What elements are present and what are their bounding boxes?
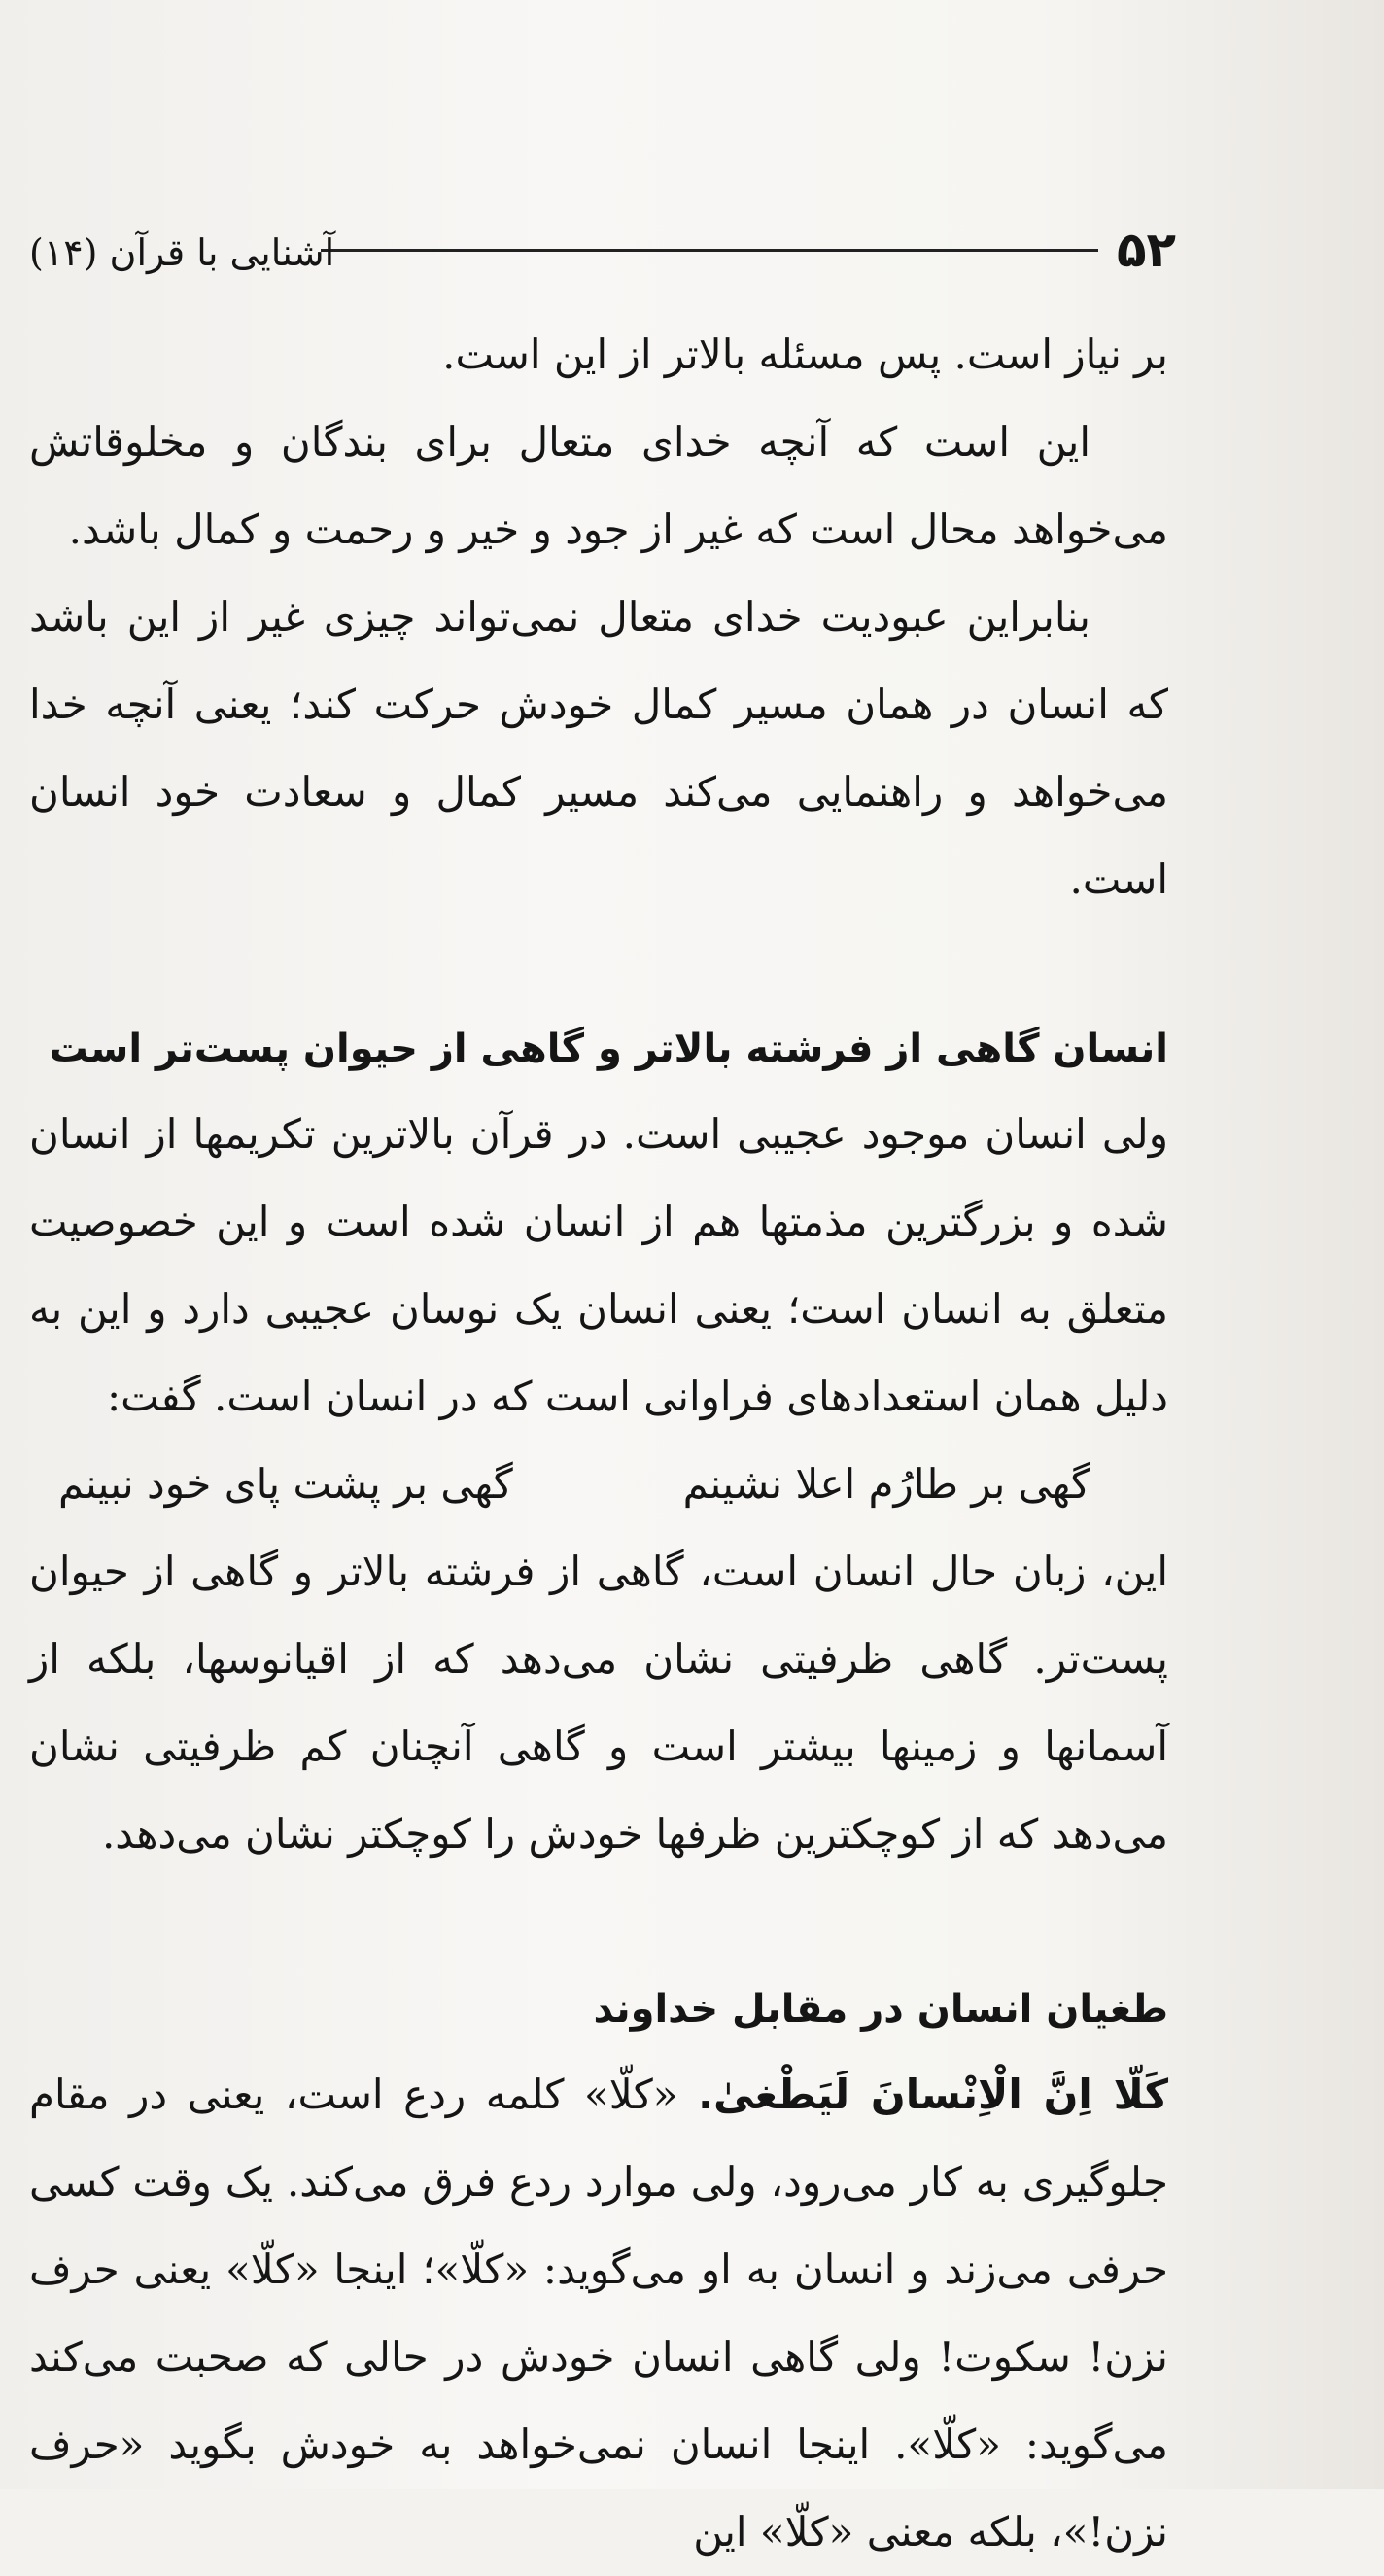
paragraph: این، زبان حال انسان است، گاهی از فرشته بالاتر و گاهی از حیوان پست‌تر. گاهی ظرفیتی نشان می‌دهد که از اقیانوسها، بلکه از آسمانها و زمینها بیشتر است و گاهی آنچنان کم ظرفیتی نشان می‌دهد که از کوچکترین ظرفها خودش را کوچکتر نشان می‌دهد. bbox=[29, 1548, 1168, 1858]
paragraph: این است که آنچه خدای متعال برای بندگان و مخلوقاتش می‌خواهد محال است که غیر از جود و خیر و رحمت و کمال باشد. bbox=[29, 418, 1168, 553]
page-header bbox=[29, 216, 1176, 284]
header-rule bbox=[321, 249, 1098, 252]
section-spacer bbox=[29, 923, 1168, 1007]
paragraph: بنابراین عبودیت خدای متعال نمی‌تواند چیزی غیر از این باشد که انسان در همان مسیر کمال خودش حرکت کند؛ یعنی آنچه خدا می‌خواهد و راهنمایی می‌کند مسیر کمال و سعادت خود انسان است. bbox=[29, 593, 1168, 903]
running-title: آشنایی با قرآن (۱۴) bbox=[29, 231, 335, 274]
page-body bbox=[29, 311, 1168, 2576]
paragraph bbox=[29, 2051, 1168, 2576]
section-heading: انسان گاهی از فرشته بالاتر و گاهی از حیوان پست‌تر است bbox=[49, 1027, 1168, 1071]
quran-verse: کَلّا اِنَّ الْاِنْسانَ لَیَطْغیٰ. bbox=[698, 2071, 1168, 2118]
paragraph: ولی انسان موجود عجیبی است. در قرآن بالاترین تکریمها از انسان شده و بزرگترین مذمتها هم از انسان شده است و این خصوصیت متعلق به انسان است؛ یعنی انسان یک نوسان عجیبی دارد و این به دلیل همان استعدادهای فراوانی است که در انسان است. گفت: bbox=[29, 1110, 1168, 1420]
page-number: ۵۲ bbox=[1116, 222, 1176, 278]
paragraph: بر نیاز است. پس مسئله بالاتر از این است. bbox=[442, 331, 1168, 378]
paragraph-text: «کلّا» کلمه ردع است، یعنی در مقام جلوگیری به کار می‌رود، ولی موارد ردع فرق می‌کند. یک وقت کسی حرفی می‌زند و انسان به او می‌گوید: «کلّا»؛ اینجا «کلّا» یعنی حرف نزن! سکوت! ولی گاهی انسان خودش در حالی که صحبت می‌کند می‌گوید: «کلّا». اینجا انسان نمی‌خواهد به خودش بگوید «حرف نزن!»، بلکه معنی «کلّا» این bbox=[29, 2071, 1168, 2556]
poem-hemistich-left: گهی بر پشت پای خود نبینم bbox=[58, 1460, 513, 1508]
poem-verse bbox=[29, 1441, 1168, 1528]
section-spacer bbox=[29, 1878, 1168, 1967]
section-heading: طغیان انسان در مقابل خداوند bbox=[593, 1987, 1168, 2032]
poem-hemistich-right: گهی بر طارُم اعلا نشینم bbox=[682, 1460, 1090, 1508]
